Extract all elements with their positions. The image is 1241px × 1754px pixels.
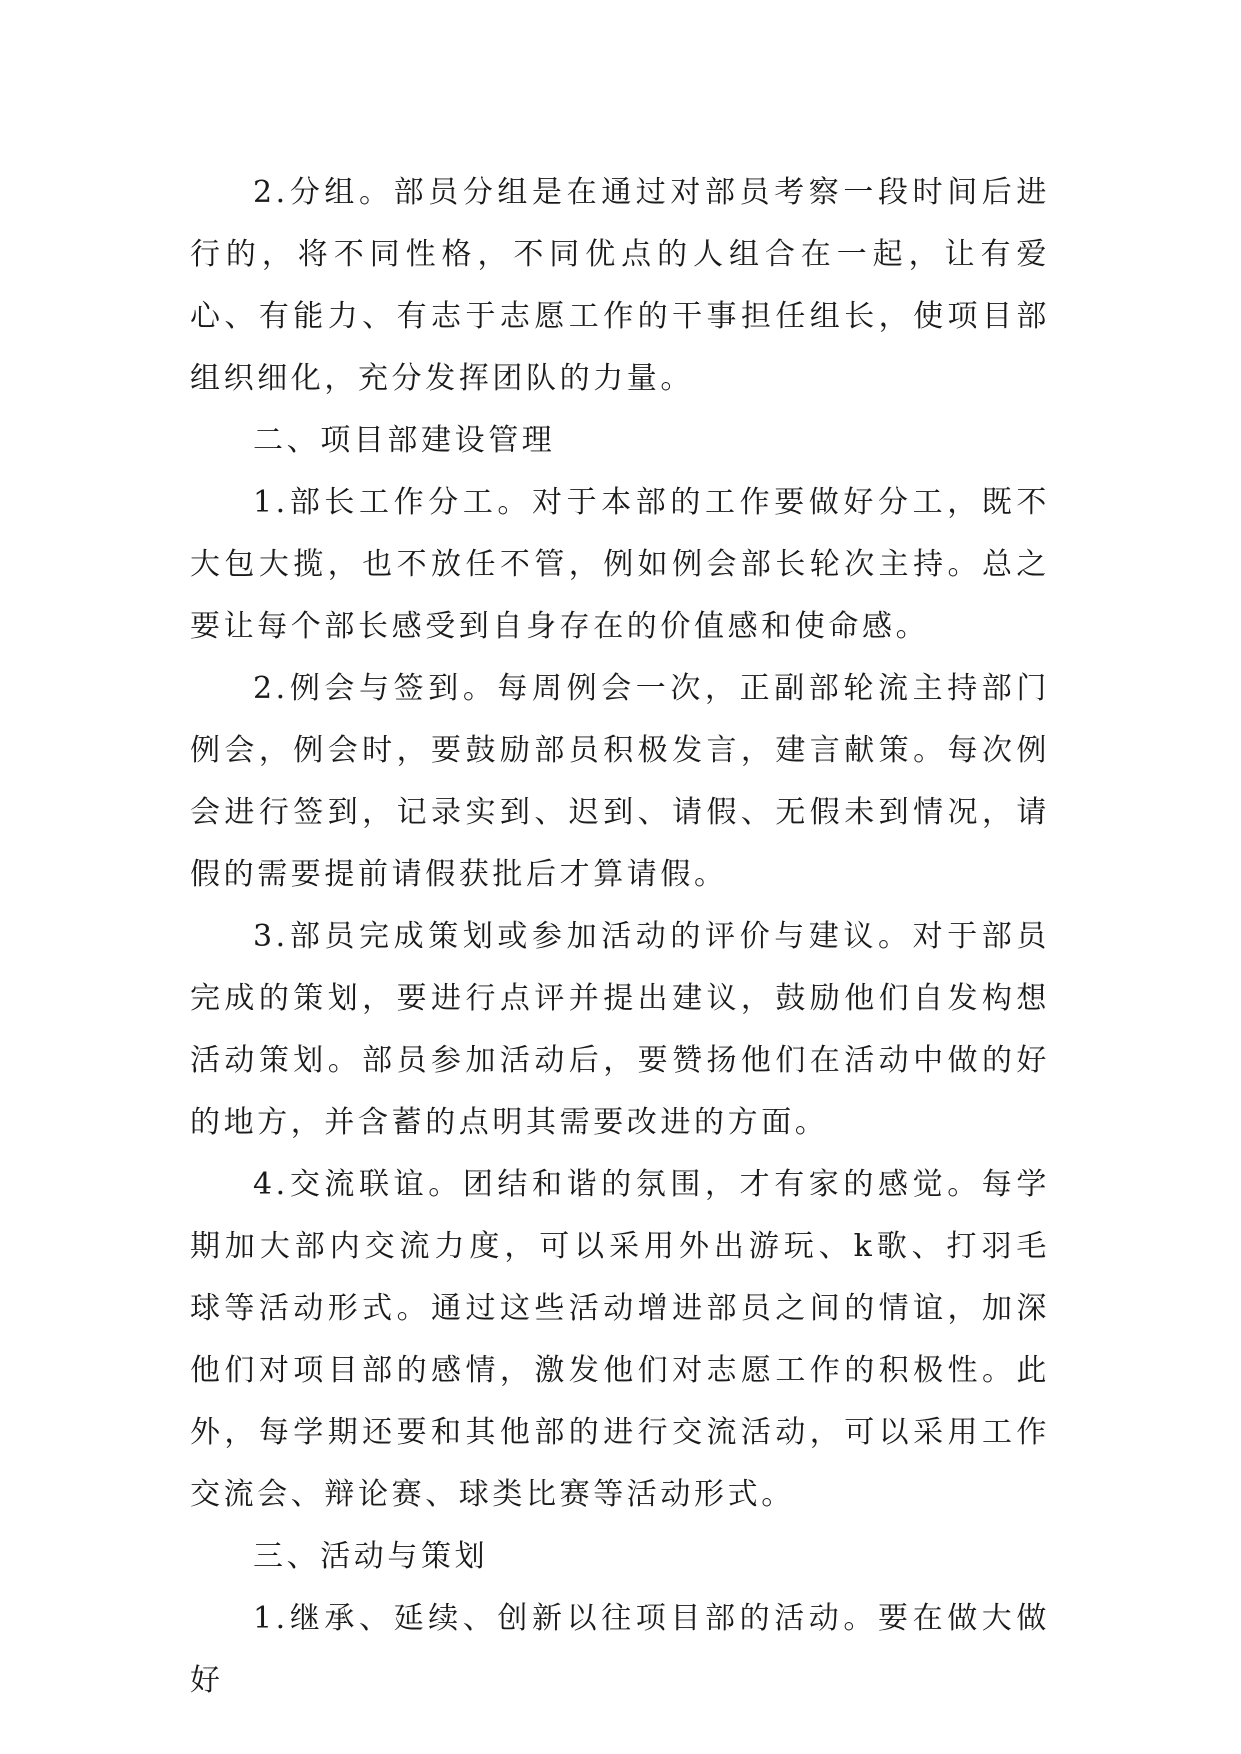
paragraph-inherit-innovate: 1.继承、延续、创新以往项目部的活动。要在做大做好 (190, 1601, 1050, 1698)
paragraph-meetings-signin: 2.例会与签到。每周例会一次，正副部轮流主持部门例会，例会时，要鼓励部员积极发言，建言献策。每次例会进行签到，记录实到、迟到、请假、无假未到情况，请假的需要提前请假获批后才算请假。 (190, 671, 1050, 892)
paragraph-division-of-labor: 1.部长工作分工。对于本部的工作要做好分工，既不大包大揽，也不放任不管，例如例会部长轮次主持。总之要让每个部长感受到自身存在的价值感和使命感。 (190, 485, 1050, 644)
document-body (190, 162, 1050, 1712)
section-heading-project-management: 二、项目部建设管理 (253, 423, 556, 458)
paragraph-grouping: 2.分组。部员分组是在通过对部员考察一段时间后进行的，将不同性格，不同优点的人组合在一起，让有爱心、有能力、有志于志愿工作的干事担任组长，使项目部组织细化，充分发挥团队的力量。 (190, 175, 1050, 396)
section-heading-activities-planning: 三、活动与策划 (253, 1539, 489, 1574)
paragraph-evaluation-advice: 3.部员完成策划或参加活动的评价与建议。对于部员完成的策划，要进行点评并提出建议，鼓励他们自发构想活动策划。部员参加活动后，要赞扬他们在活动中做的好的地方，并含蓄的点明其需要改进的方面。 (190, 919, 1050, 1140)
paragraph-exchange-activities: 4.交流联谊。团结和谐的氛围，才有家的感觉。每学期加大部内交流力度，可以采用外出游玩、k歌、打羽毛球等活动形式。通过这些活动增进部员之间的情谊，加深他们对项目部的感情，激发他们对志愿工作的积极性。此外，每学期还要和其他部的进行交流活动，可以采用工作交流会、辩论赛、球类比赛等活动形式。 (190, 1167, 1050, 1512)
